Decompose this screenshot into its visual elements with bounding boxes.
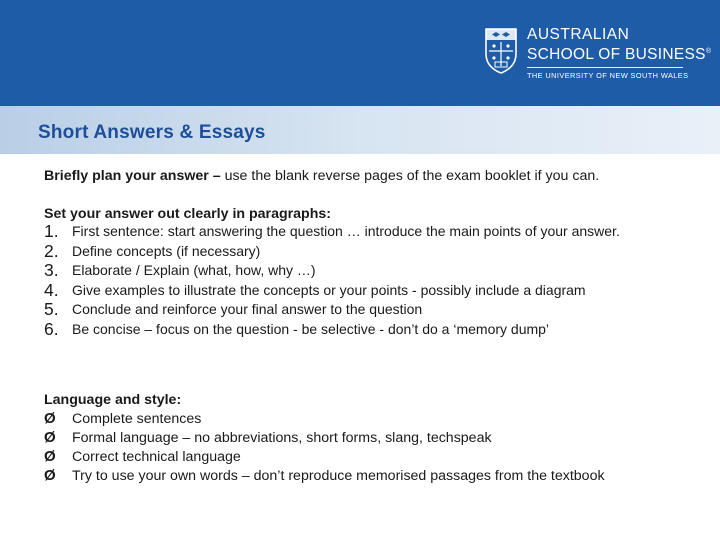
paragraph-heading: Set your answer out clearly in paragraphs: <box>44 206 331 222</box>
list-item-text: Give examples to illustrate the concepts or your points - possibly include a diagram <box>72 281 586 298</box>
unsw-crest-icon <box>483 26 519 76</box>
list-item <box>44 281 684 299</box>
list-number: 2. <box>44 240 59 261</box>
list-item <box>44 467 694 486</box>
list-number: 1. <box>44 221 59 241</box>
list-number: 3. <box>44 260 59 280</box>
logo-divider <box>527 67 683 68</box>
list-item-text: First sentence: start answering the question … introduce the main points of your answer. <box>72 223 620 239</box>
arrow-bullet-icon: Ø <box>44 448 56 465</box>
arrow-bullet-icon: Ø <box>44 410 56 427</box>
list-number: 5. <box>44 299 59 319</box>
registered-mark: ® <box>705 48 712 55</box>
list-item-text: Correct technical language <box>72 449 241 465</box>
list-item-text: Be concise – focus on the question - be selective - don’t do a ‘memory dump’ <box>72 320 550 337</box>
arrow-bullet-icon: Ø <box>44 467 56 484</box>
list-item-text: Try to use your own words – don’t reproduce memorised passages from the textbook <box>72 468 605 484</box>
intro-paragraph <box>44 167 599 185</box>
logo-line-australian: AUSTRALIAN <box>527 26 630 43</box>
list-item <box>44 222 684 240</box>
language-heading: Language and style: <box>44 392 182 408</box>
logo-line-school: SCHOOL OF BUSINESS® <box>527 46 712 64</box>
list-item <box>44 320 684 338</box>
list-number: 6. <box>44 318 59 339</box>
list-item-text: Elaborate / Explain (what, how, why …) <box>72 262 316 278</box>
list-item <box>44 242 684 260</box>
slide-title: Short Answers & Essays <box>38 122 266 143</box>
list-item-text: Define concepts (if necessary) <box>72 242 261 259</box>
list-item-text: Complete sentences <box>72 411 202 427</box>
intro-rest-text: use the blank reverse pages of the exam booklet if you can. <box>224 168 600 184</box>
list-item <box>44 448 694 467</box>
list-item <box>44 429 694 448</box>
list-item <box>44 261 684 279</box>
list-item-text: Formal language – no abbreviations, short forms, slang, techspeak <box>72 430 492 446</box>
list-number: 4. <box>44 279 59 300</box>
header-banner <box>0 0 720 106</box>
list-item <box>44 300 684 318</box>
arrow-bullet-icon: Ø <box>44 429 56 446</box>
list-item <box>44 410 694 429</box>
intro-bold-text: Briefly plan your answer – <box>44 168 225 184</box>
asb-logo <box>483 26 711 84</box>
language-list <box>44 410 694 486</box>
list-item-text: Conclude and reinforce your final answer to the question <box>72 301 423 317</box>
steps-list <box>44 222 684 339</box>
logo-line-unsw: THE UNIVERSITY OF NEW SOUTH WALES <box>527 71 689 81</box>
